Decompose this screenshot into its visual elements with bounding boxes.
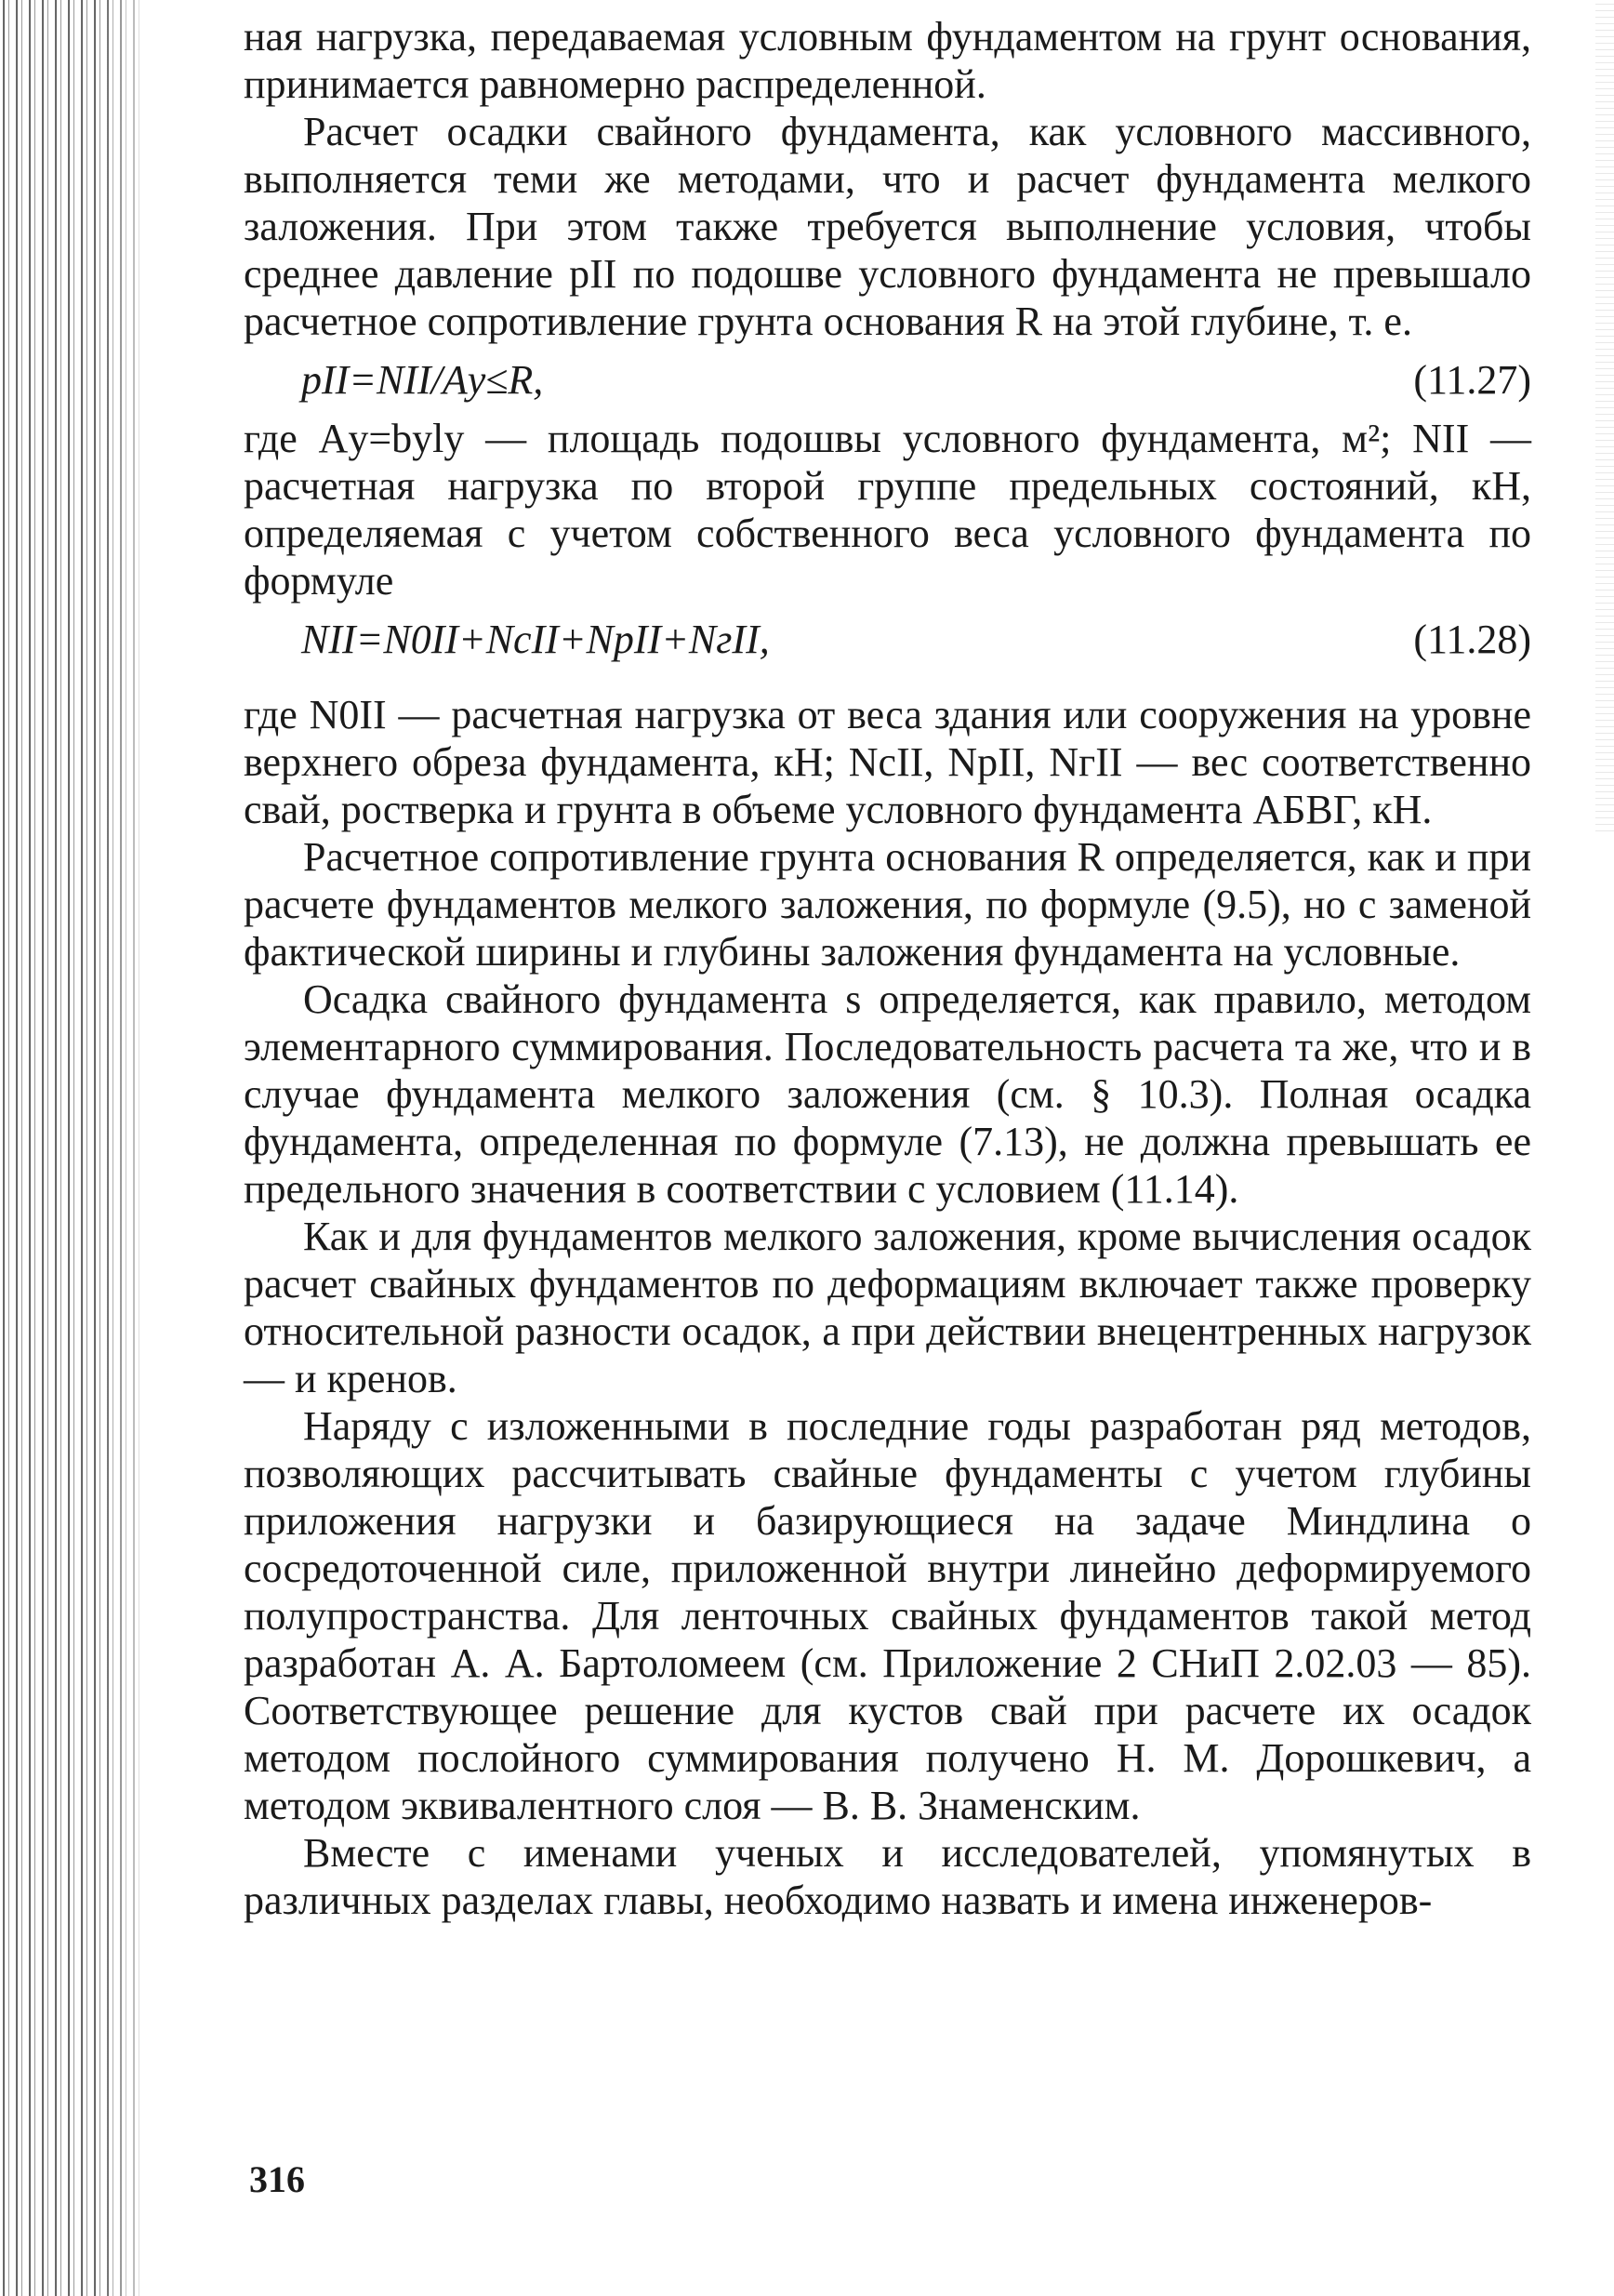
paragraph-soil-resistance: Расчетное сопротивление грунта основания R определяется, как и при расчете фундаментов мелкого заложения, по формуле (9.5), но с заменой фактической ширины и глубины заложения фундамента на условные. <box>244 834 1531 975</box>
page-number: 316 <box>249 2158 305 2200</box>
page-body <box>244 13 1531 1924</box>
paragraph-area-definition: где Aу=bуlу — площадь подошвы условного фундамента, м²; NII — расчетная нагрузка по второй группе предельных состояний, кН, определяемая с учетом собственного веса условного фундамента по формуле <box>244 416 1531 604</box>
formula-number: (11.27) <box>1413 357 1531 403</box>
paragraph-deformation-check: Как и для фундаментов мелкого заложения, кроме вычисления осадок расчет свайных фундаментов по деформациям включает также проверку относительной разности осадок, а при действии внецентренных нагрузок — и кренов. <box>244 1214 1531 1401</box>
scan-edge-noise <box>1595 0 1614 837</box>
formula-11-27 <box>244 356 1531 404</box>
formula-expression: NII=N0II+NcII+NpII+NгII, <box>301 617 770 662</box>
formula-expression: pII=NII/Aу≤R, <box>301 357 544 403</box>
paragraph-mindlin-methods: Наряду с изложенными в последние годы разработан ряд методов, позволяющих рассчитывать свайные фундаменты с учетом глубины приложения нагрузки и базирующиеся на задаче Миндлина о сосредоточенной силе, приложенной внутри линейно деформируемого полупространства. Для ленточных свайных фундаментов такой метод разработан А. А. Бартоломеем (см. Приложение 2 СНиП 2.02.03 — 85). Соответствующее решение для кустов свай при расчете их осадок методом послойного суммирования получено Н. М. Дорошкевич, а методом эквивалентного слоя — В. В. Знаменским. <box>244 1403 1531 1828</box>
paragraph-continuation: ная нагрузка, передаваемая условным фундаментом на грунт основания, принимается равномерно распределенной. <box>244 14 1531 107</box>
formula-11-28 <box>244 616 1531 663</box>
paragraph-settlement-method: Осадка свайного фундамента s определяется, как правило, методом элементарного суммирования. Последовательность расчета та же, что и в случае фундамента мелкого заложения (см. § 10.3). Полная осадка фундамента, определенная по формуле (7.13), не должна превышать ее предельного значения в соответствии с условием (11.14). <box>244 976 1531 1212</box>
formula-number: (11.28) <box>1413 617 1531 662</box>
paragraph-settlement-calculation: Расчет осадки свайного фундамента, как условного массивного, выполняется теми же методами, что и расчет фундамента мелкого заложения. При этом также требуется выполнение условия, чтобы среднее давление pII по подошве условного фундамента не превышало расчетное сопротивление грунта основания R на этой глубине, т. е. <box>244 109 1531 344</box>
paragraph-load-definition: где N0II — расчетная нагрузка от веса здания или сооружения на уровне верхнего обреза фундамента, кН; NcII, NpII, NгII — вес соответственно свай, ростверка и грунта в объеме условного фундамента АБВГ, кН. <box>244 692 1531 832</box>
paragraph-engineers: Вместе с именами ученых и исследователей, упомянутых в различных разделах главы, необходимо назвать и имена инженеров- <box>244 1830 1531 1923</box>
scan-binding-fade <box>102 0 158 2296</box>
